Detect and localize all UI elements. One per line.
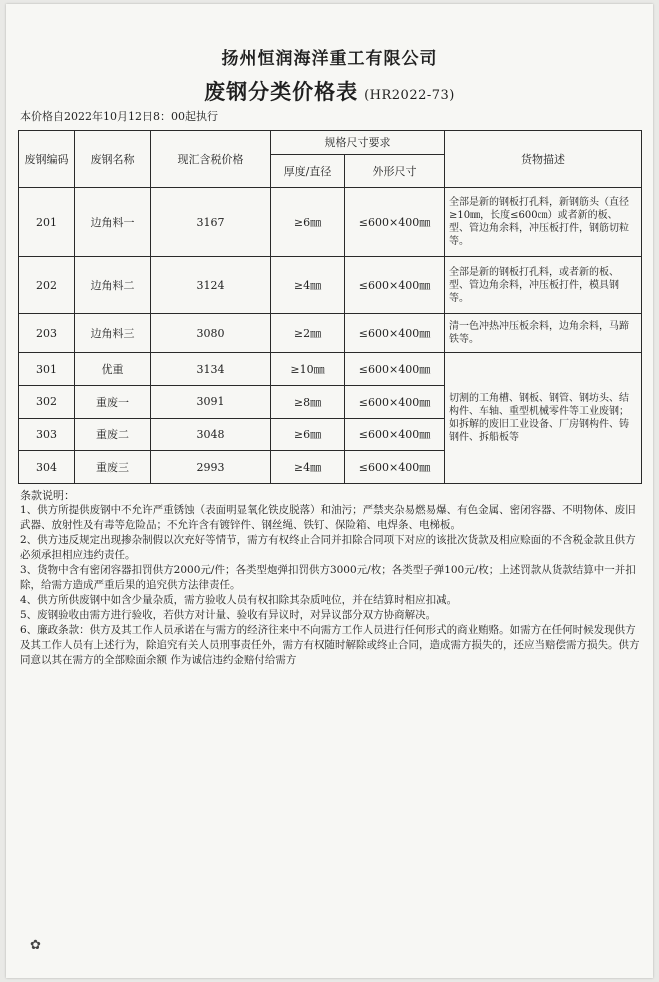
cell-desc: 清一色冲热冲压板余料，边角余料，马蹄铁等。 [445, 314, 642, 353]
cell-size: ≤600×400㎜ [345, 451, 445, 484]
cell-code: 202 [19, 257, 75, 314]
terms-item: 5、废钢验收由需方进行验收，若供方对计量、验收有异议时，对异议部分双方协商解决。 [20, 609, 437, 621]
cell-code: 304 [19, 451, 75, 484]
cell-size: ≤600×400㎜ [345, 257, 445, 314]
cell-size: ≤600×400㎜ [345, 418, 445, 451]
document-code: (HR2022-73) [364, 88, 455, 103]
cell-size: ≤600×400㎜ [345, 353, 445, 386]
header-size: 外形尺寸 [345, 154, 445, 187]
cell-price: 2993 [151, 451, 271, 484]
company-name: 扬州恒润海洋重工有限公司 [221, 49, 438, 69]
header-desc: 货物描述 [445, 131, 642, 188]
cell-thickness: ≥4㎜ [271, 451, 345, 484]
table-row [19, 314, 642, 353]
table-row [19, 187, 642, 257]
cell-price: 3091 [151, 385, 271, 418]
cell-name: 边角料一 [75, 187, 151, 257]
header-name: 废钢名称 [75, 131, 151, 188]
header-price: 现汇含税价格 [151, 131, 271, 188]
terms-item: 4、供方所供废钢中如含少量杂质，需方验收人员有权扣除其杂质吨位，并在结算时相应扣减。 [20, 594, 458, 606]
cell-size: ≤600×400㎜ [345, 187, 445, 257]
cell-thickness: ≥8㎜ [271, 385, 345, 418]
punch-hole-icon: ✿ [30, 938, 41, 953]
cell-price: 3167 [151, 187, 271, 257]
terms-item: 6、廉政条款：供方及其工作人员承诺在与需方的经济往来中不向需方工作人员进行任何形式的商业贿赂。如需方在任何时候发现供方及其工作人员有上述行为，除追究有关人员刑事责任外，需方有权随时解除或终止合同，造成需方损失的，还应当赔偿需方损失。供方同意以其在需方的全部赊面余额 作为诚信违约金赔付给需方 [20, 624, 640, 666]
terms-heading: 条款说明： [20, 489, 75, 502]
cell-code: 203 [19, 314, 75, 353]
terms-item: 1、供方所提供废钢中不允许严重锈蚀（表面明显氧化铁皮脱落）和油污；严禁夹杂易燃易爆、有色金属、密闭容器、不明物体、废旧武器、放射性及有毒等危险品；不允许含有镀锌件、钢丝绳、铁钉、保险箱、电焊条、电梯板。 [20, 504, 636, 531]
cell-desc: 切割的工角槽、钢板、钢管、钢坊头、结构件、车轴、重型机械零件等工业废钢；如拆解的废旧工业设备、厂房钢构件、铸钢件、拆船板等 [445, 353, 642, 484]
cell-desc: 全部是新的钢板打孔料，或者新的板、型、管边角余料，冲压板打件，模具钢等。 [445, 257, 642, 314]
cell-price: 3048 [151, 418, 271, 451]
cell-code: 201 [19, 187, 75, 257]
effective-date: 本价格自2022年10月12日8：00起执行 [20, 110, 218, 123]
cell-thickness: ≥4㎜ [271, 257, 345, 314]
cell-thickness: ≥6㎜ [271, 418, 345, 451]
price-table [18, 130, 642, 484]
terms-section [20, 488, 642, 668]
cell-thickness: ≥2㎜ [271, 314, 345, 353]
table-row [19, 257, 642, 314]
cell-name: 重废一 [75, 385, 151, 418]
table-header-row [19, 131, 642, 155]
cell-thickness: ≥10㎜ [271, 353, 345, 386]
cell-thickness: ≥6㎜ [271, 187, 345, 257]
table-row [19, 353, 642, 386]
cell-name: 边角料三 [75, 314, 151, 353]
cell-desc: 全部是新的钢板打孔料，新钢筋头（直径≥10㎜，长度≤600㎝）或者新的板、型、管边角余料，冲压板打件，钢筋切粒等。 [445, 187, 642, 257]
header-spec: 规格尺寸要求 [271, 131, 445, 155]
title-row [0, 76, 659, 106]
cell-name: 重废三 [75, 451, 151, 484]
cell-price: 3134 [151, 353, 271, 386]
cell-name: 边角料二 [75, 257, 151, 314]
cell-name: 优重 [75, 353, 151, 386]
cell-code: 303 [19, 418, 75, 451]
cell-code: 302 [19, 385, 75, 418]
terms-item: 3、货物中含有密闭容器扣罚供方2000元/件；各类型炮弹扣罚供方3000元/枚；各类型子弹100元/枚；上述罚款从货款结算中一并扣除，给需方造成严重后果的追究供方法律责任。 [20, 564, 636, 591]
document-title: 废钢分类价格表 [204, 79, 359, 104]
cell-code: 301 [19, 353, 75, 386]
cell-size: ≤600×400㎜ [345, 314, 445, 353]
cell-name: 重废二 [75, 418, 151, 451]
cell-price: 3080 [151, 314, 271, 353]
cell-size: ≤600×400㎜ [345, 385, 445, 418]
header-code: 废钢编码 [19, 131, 75, 188]
cell-price: 3124 [151, 257, 271, 314]
terms-item: 2、供方违反规定出现掺杂制假以次充好等情节，需方有权终止合同并扣除合同项下对应的该批次货款及相应赊面的不含税金款且供方必须承担相应违约责任。 [20, 534, 636, 561]
header-thickness: 厚度/直径 [271, 154, 345, 187]
